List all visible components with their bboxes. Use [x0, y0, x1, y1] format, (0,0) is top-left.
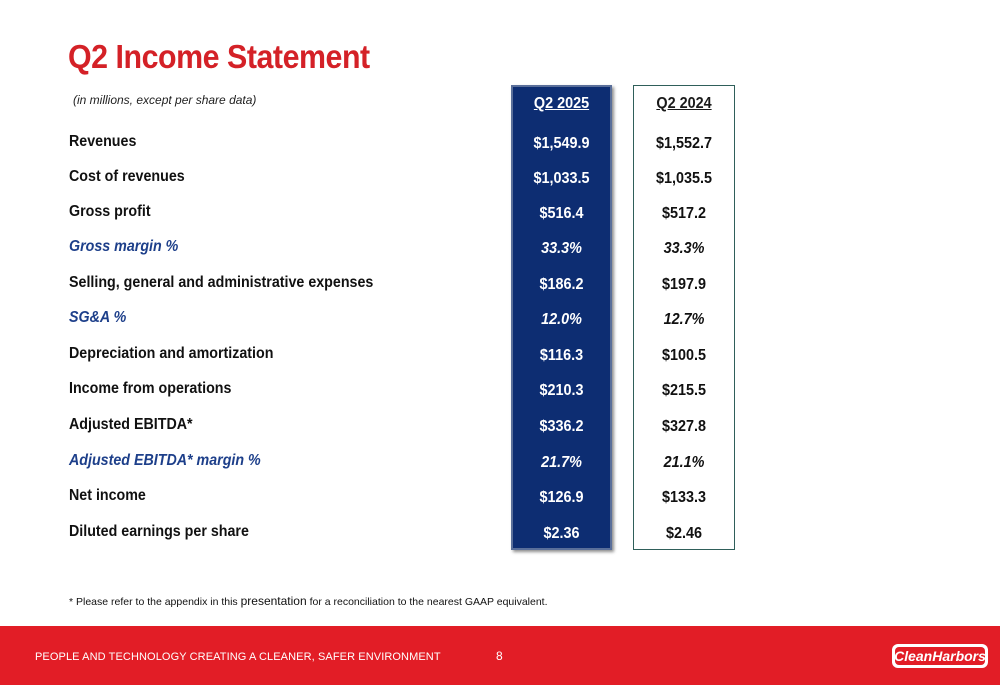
row-label: Adjusted EBITDA*	[69, 416, 193, 433]
value-q2-2024: $133.3	[661, 489, 707, 506]
row-label: Net income	[69, 487, 146, 504]
value-q2-2025: 21.7%	[541, 454, 582, 471]
row-label: Gross profit	[69, 203, 151, 220]
logo-text: CleanHarbors	[894, 648, 986, 664]
footnote-part1: * Please refer to the appendix in this	[69, 596, 241, 608]
row-label: Revenues	[69, 133, 137, 150]
value-q2-2024: $327.8	[661, 418, 707, 435]
footnote-part2: presentation	[240, 594, 307, 608]
value-q2-2024: 33.3%	[663, 240, 705, 257]
column-header-q2-2024: Q2 2024	[656, 95, 712, 112]
row-label: SG&A %	[69, 309, 127, 326]
value-q2-2025: $2.36	[543, 525, 580, 542]
value-q2-2024: 21.1%	[663, 454, 705, 471]
value-q2-2025: $336.2	[539, 418, 584, 435]
value-q2-2024: 12.7%	[663, 311, 705, 328]
row-label: Selling, general and administrative expenses	[69, 274, 374, 291]
value-q2-2025: $186.2	[539, 276, 584, 293]
page-title: Q2 Income Statement	[68, 38, 370, 75]
value-q2-2025: $516.4	[539, 205, 584, 222]
row-label: Diluted earnings per share	[69, 523, 249, 540]
row-label: Depreciation and amortization	[69, 345, 274, 362]
row-label: Adjusted EBITDA* margin %	[69, 452, 261, 469]
clean-harbors-logo	[890, 635, 990, 675]
units-note: (in millions, except per share data)	[73, 93, 257, 107]
value-q2-2024: $2.46	[665, 525, 703, 542]
value-q2-2024: $517.2	[661, 205, 707, 222]
footnote-part3: for a reconciliation to the nearest GAAP equivalent.	[306, 596, 548, 608]
value-q2-2024: $215.5	[661, 382, 707, 399]
footer-tagline: PEOPLE AND TECHNOLOGY CREATING A CLEANER, SAFER ENVIRONMENT	[35, 651, 441, 663]
value-q2-2025: $116.3	[539, 347, 584, 364]
value-q2-2025: $126.9	[539, 489, 584, 506]
value-q2-2024: $1,552.7	[655, 135, 713, 152]
value-q2-2024: $1,035.5	[655, 170, 713, 187]
column-header-q2-2025: Q2 2025	[533, 95, 590, 112]
row-label: Cost of revenues	[69, 168, 185, 185]
value-q2-2025: 33.3%	[541, 240, 582, 257]
page-number: 8	[496, 649, 503, 663]
value-q2-2025: $210.3	[539, 382, 584, 399]
value-q2-2025: $1,033.5	[533, 170, 590, 187]
value-q2-2025: $1,549.9	[533, 135, 590, 152]
row-label: Gross margin %	[69, 238, 179, 255]
value-q2-2024: $197.9	[661, 276, 707, 293]
row-label: Income from operations	[69, 380, 232, 397]
value-q2-2025: 12.0%	[541, 311, 582, 328]
value-q2-2024: $100.5	[661, 347, 707, 364]
footnote	[69, 594, 548, 608]
